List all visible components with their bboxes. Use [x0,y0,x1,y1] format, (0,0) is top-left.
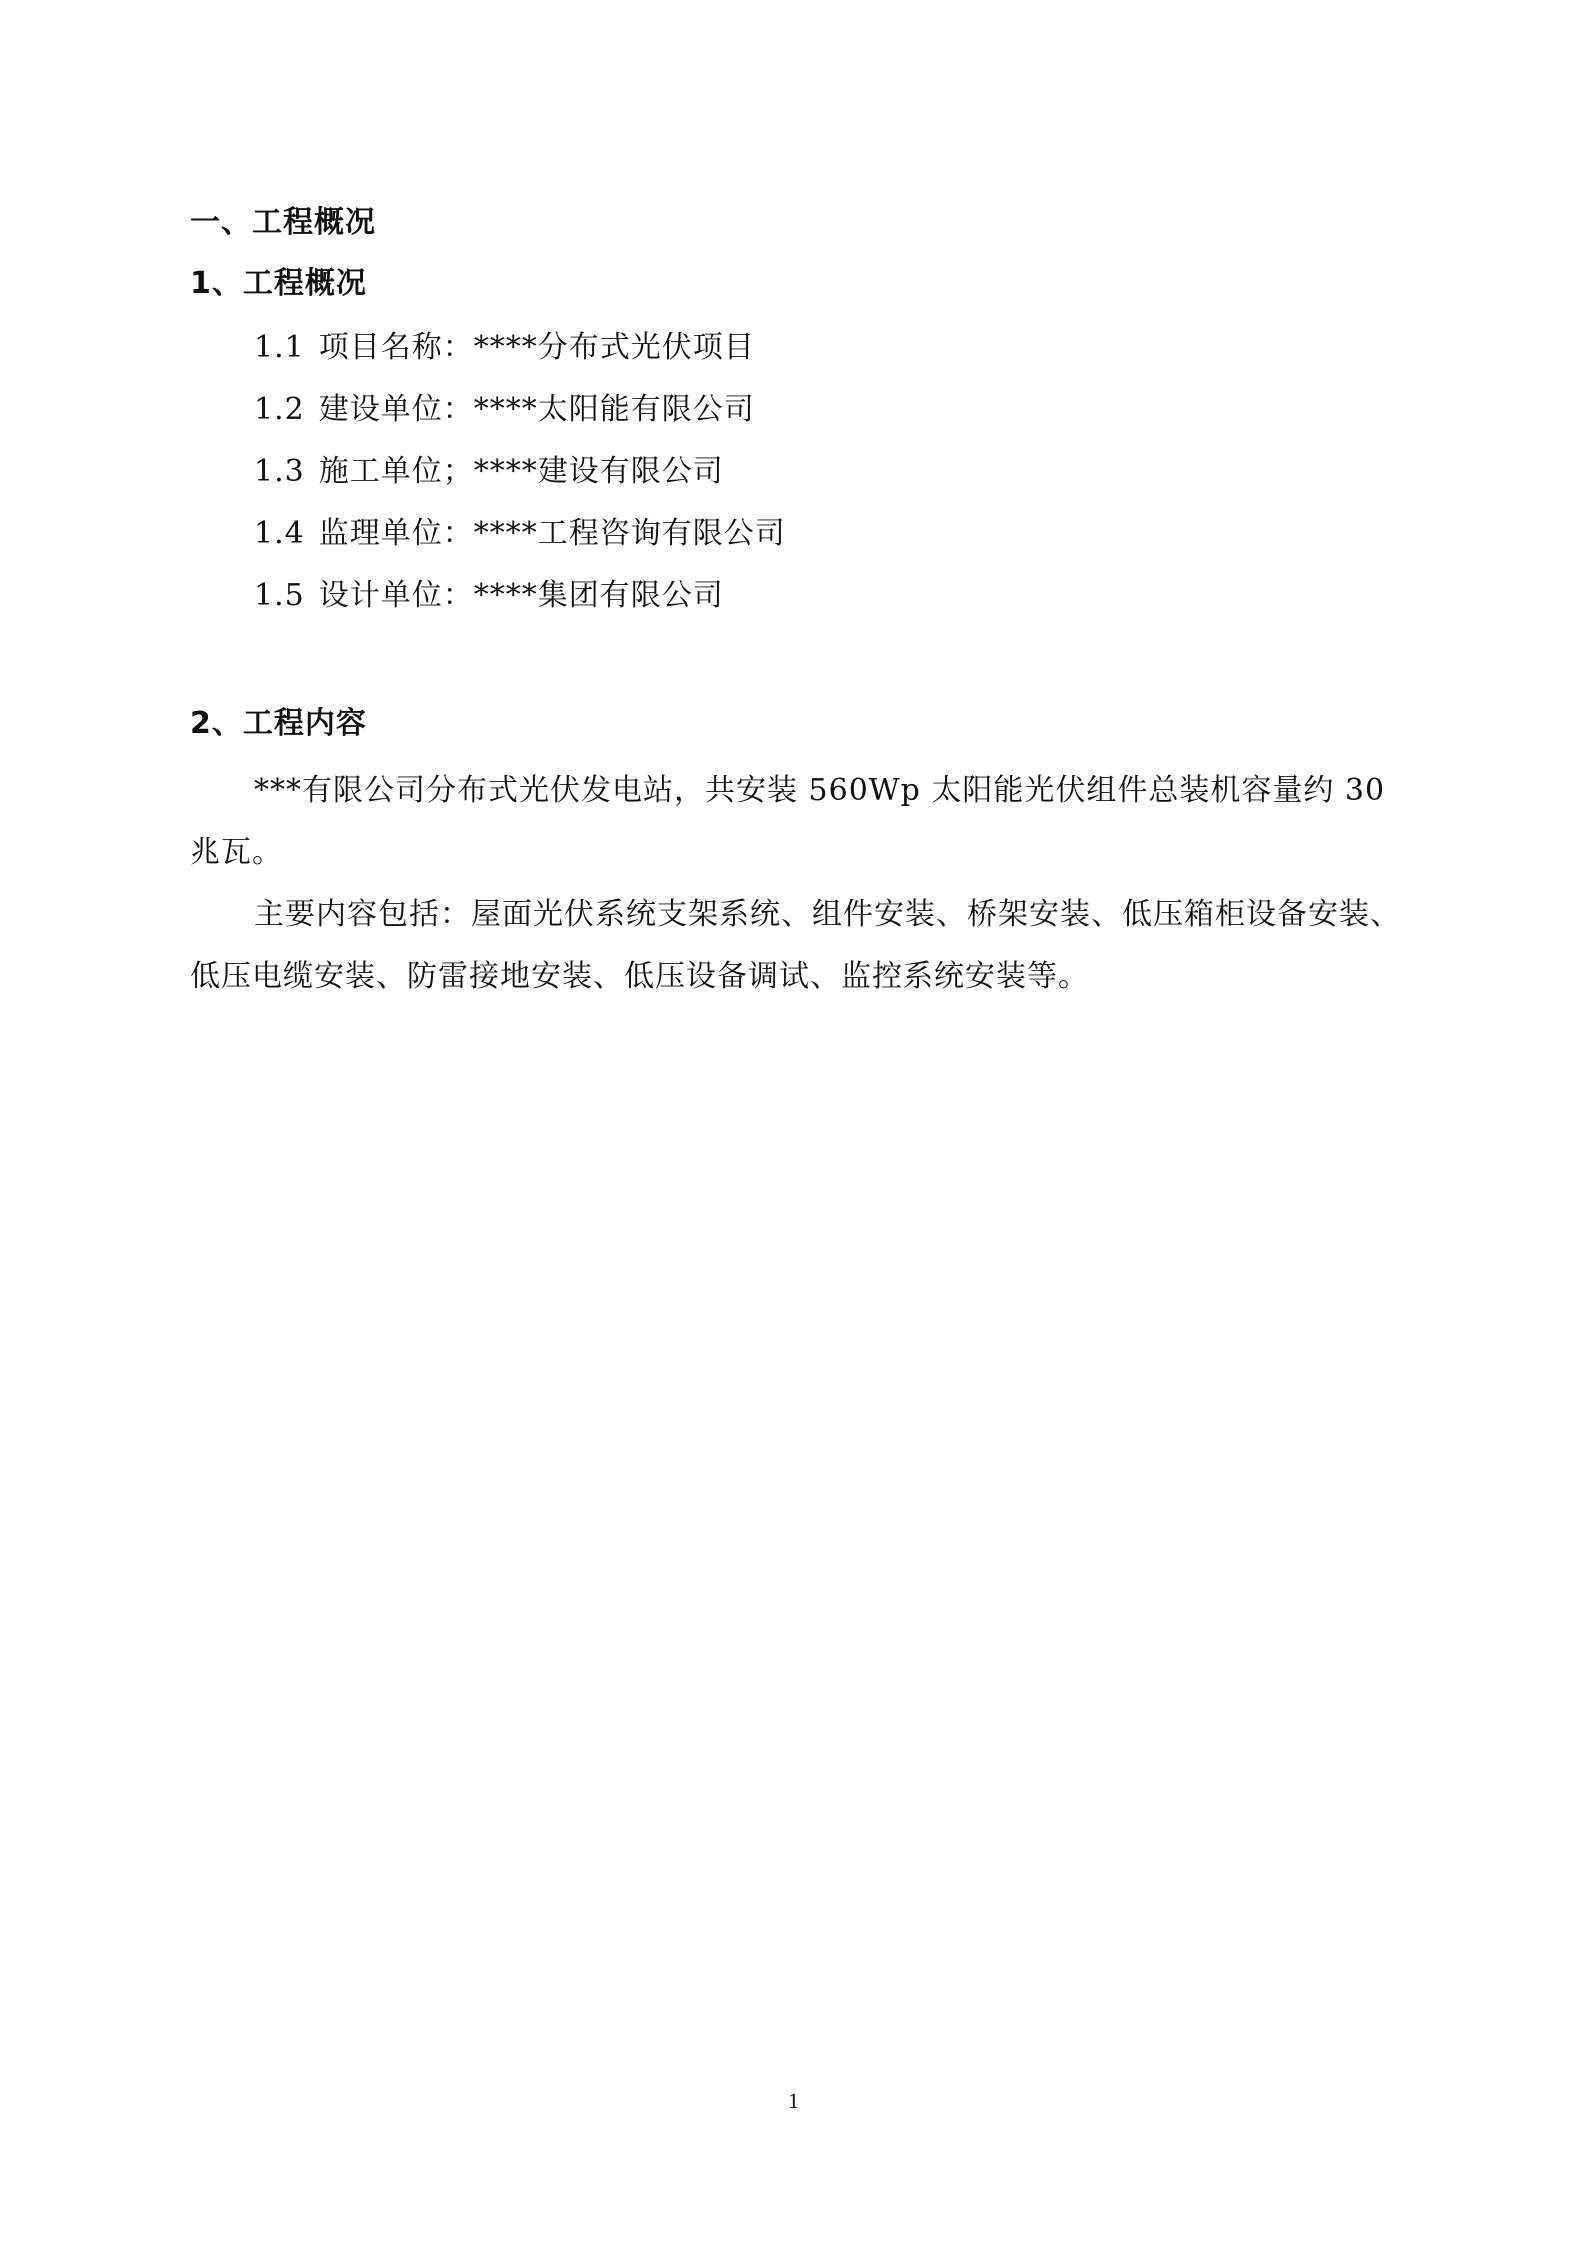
overview-item [254,514,786,554]
content-heading: 2、工程内容 [190,706,367,741]
overview-item [254,328,755,368]
item-number: 1.1 [254,330,305,365]
item-text: 施工单位；****建设有限公司 [318,454,724,489]
content-paragraph: 主要内容包括：屋面光伏系统支架系统、组件安装、桥架安装、低压箱柜设备安装、低压电缆安装、防雷接地安装、低压设备调试、监控系统安装等。 [190,897,1401,994]
page-number: 1 [788,2088,799,2113]
item-number: 1.5 [254,578,305,613]
item-text: 建设单位：****太阳能有限公司 [318,392,755,427]
item-number: 1.2 [254,392,305,427]
section-title: 一、工程概况 [190,205,376,240]
item-text: 项目名称：****分布式光伏项目 [318,330,755,365]
item-number: 1.3 [254,454,305,489]
item-text: 设计单位：****集团有限公司 [318,578,724,613]
content-paragraph: ***有限公司分布式光伏发电站，共安装 560Wp 太阳能光伏组件总装机容量约 30 兆瓦。 [190,773,1386,870]
overview-item [254,452,724,492]
overview-item [254,390,755,430]
overview-heading: 1、工程概况 [190,266,367,301]
overview-item [254,576,724,616]
item-text: 监理单位：****工程咨询有限公司 [318,516,786,551]
item-number: 1.4 [254,516,305,551]
